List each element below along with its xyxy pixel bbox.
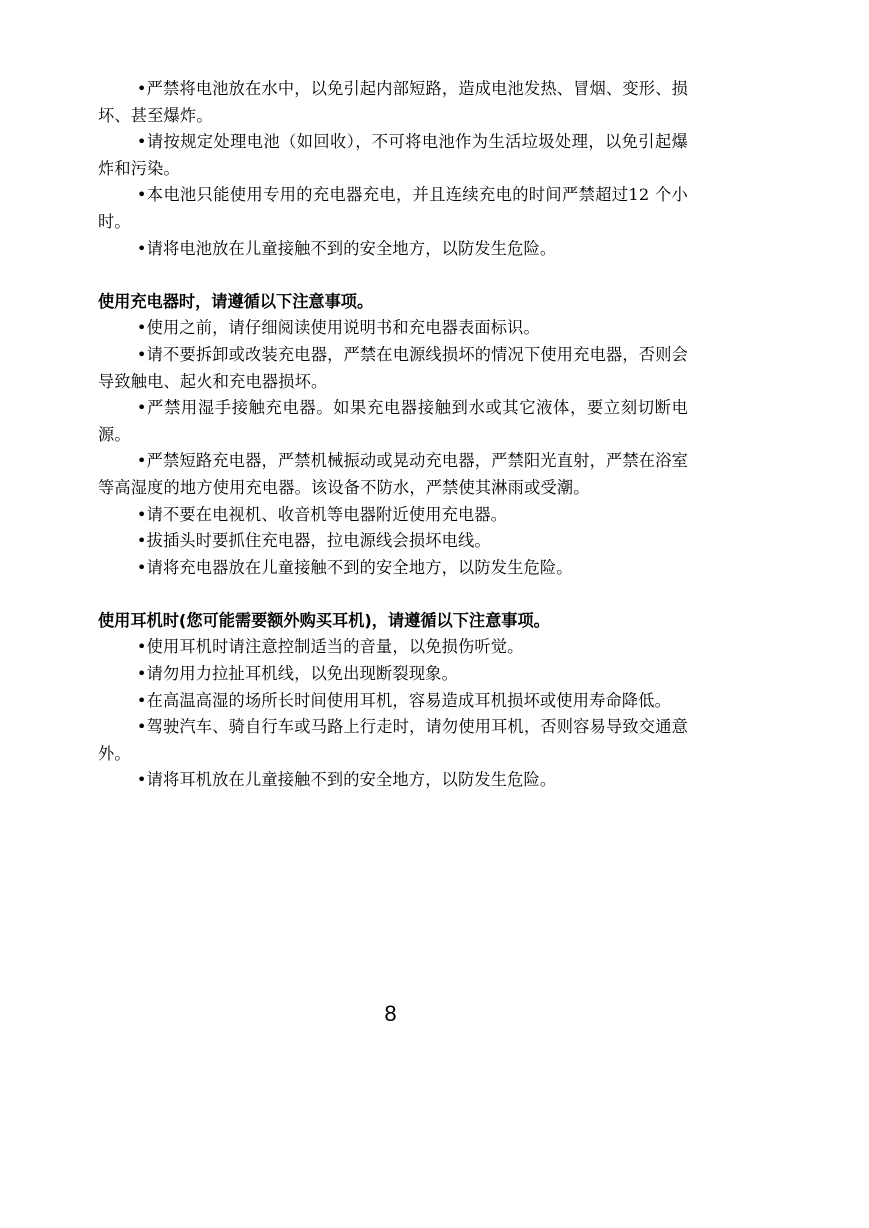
charger-section-heading: 使用充电器时，请遵循以下注意事项。 <box>98 291 374 311</box>
charger-item-2: •请不要拆卸或改装充电器，严禁在电源线损坏的情况下使用充电器，否则会导致触电、起火和充电器损坏。 <box>98 344 688 391</box>
charger-item-4: •严禁短路充电器，严禁机械振动或晃动充电器，严禁阳光直射，严禁在浴室等高湿度的地方使用充电器。该设备不防水，严禁使其淋雨或受潮。 <box>98 451 688 497</box>
battery-item-3: •本电池只能使用专用的充电器充电，并且连续充电的时间严禁超过12 个小时。 <box>98 185 688 231</box>
charger-section <box>98 289 688 582</box>
earphone-section-heading: 使用耳机时(您可能需要额外购买耳机)，请遵循以下注意事项。 <box>98 610 550 630</box>
battery-item-4: •请将电池放在儿童接触不到的安全地方，以防发生危险。 <box>136 238 557 258</box>
battery-item-2: •请按规定处理电池（如回收），不可将电池作为生活垃圾处理，以免引起爆炸和污染。 <box>98 132 688 178</box>
document-body <box>98 76 688 794</box>
earphone-item-1: •使用耳机时请注意控制适当的音量，以免损伤听觉。 <box>136 637 524 657</box>
section-spacer <box>98 262 688 289</box>
charger-item-6: •拔插头时要抓住充电器，拉电源线会损坏电线。 <box>136 531 491 551</box>
earphone-item-3: •在高温高湿的场所长时间使用耳机，容易造成耳机损坏或使用寿命降低。 <box>136 690 672 710</box>
charger-item-5: •请不要在电视机、收音机等电器附近使用充电器。 <box>136 504 508 524</box>
charger-item-7: •请将充电器放在儿童接触不到的安全地方，以防发生危险。 <box>136 557 573 577</box>
earphone-item-4: •驾驶汽车、骑自行车或马路上行走时，请勿使用耳机，否则容易导致交通意外。 <box>98 717 688 763</box>
charger-item-3: •严禁用湿手接触充电器。如果充电器接触到水或其它液体，要立刻切断电源。 <box>98 398 688 444</box>
charger-item-1: •使用之前，请仔细阅读使用说明书和充电器表面标识。 <box>136 318 540 338</box>
earphone-section <box>98 608 688 794</box>
battery-section <box>98 76 688 262</box>
battery-item-1: •严禁将电池放在水中，以免引起内部短路，造成电池发热、冒烟、变形、损坏、甚至爆炸。 <box>98 79 688 125</box>
page-number: 8 <box>384 1001 397 1026</box>
earphone-item-2: •请勿用力拉扯耳机线，以免出现断裂现象。 <box>136 664 458 684</box>
earphone-item-5: •请将耳机放在儿童接触不到的安全地方，以防发生危险。 <box>136 770 557 790</box>
section-spacer <box>98 581 688 608</box>
